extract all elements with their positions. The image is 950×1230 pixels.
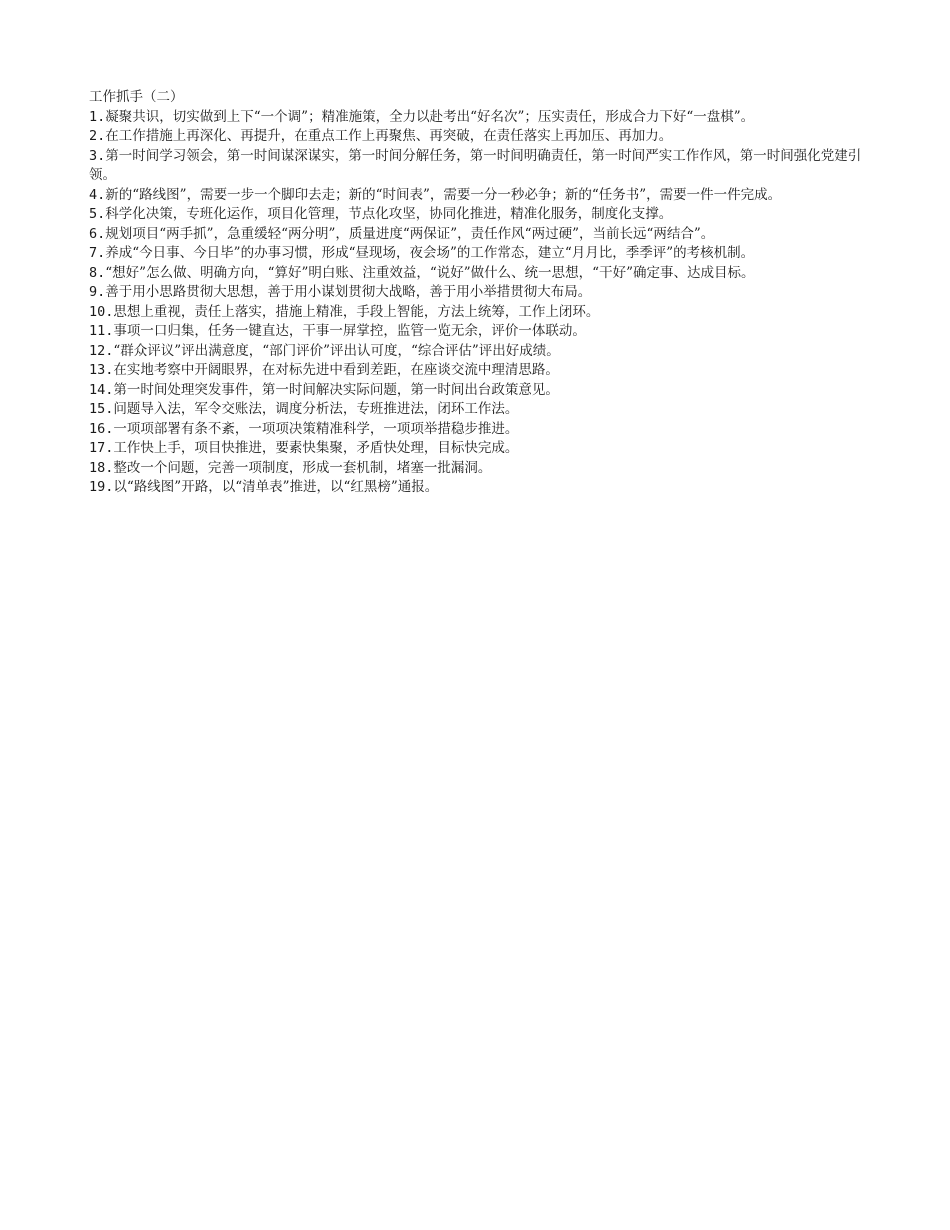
list-item — [89, 361, 864, 381]
list-item — [89, 439, 864, 459]
item-text: 以“路线图”开路，以“清单表”推进，以“红黑榜”通报。 — [113, 479, 439, 495]
list-item — [89, 244, 864, 264]
item-text: 新的“路线图”，需要一步一个脚印去走；新的“时间表”，需要一分一秒必争；新的“任务书”，需要一件一件完成。 — [105, 186, 782, 203]
list-item — [89, 108, 864, 128]
item-number: 11. — [89, 323, 114, 339]
item-number: 8. — [89, 264, 106, 281]
list-item — [89, 478, 864, 498]
item-number: 16. — [89, 420, 114, 437]
list-item — [89, 400, 864, 420]
item-number: 4. — [89, 186, 106, 203]
list-item — [89, 459, 864, 479]
document-body — [89, 88, 864, 498]
item-number: 1. — [89, 108, 106, 125]
list-item — [89, 342, 864, 362]
list-item — [89, 147, 864, 186]
item-number: 14. — [89, 381, 114, 398]
item-text: 第一时间处理突发事件，第一时间解决实际问题，第一时间出台政策意见。 — [113, 381, 559, 398]
item-number: 18. — [89, 459, 114, 476]
item-number: 9. — [89, 284, 106, 300]
item-number: 17. — [89, 440, 114, 456]
item-text: 思想上重视，责任上落实，措施上精准，手段上智能，方法上统筹，工作上闭环。 — [113, 303, 600, 320]
item-text: 整改一个问题，完善一项制度，形成一套机制，堵塞一批漏洞。 — [113, 459, 492, 476]
item-text: 在实地考察中开阔眼界，在对标先进中看到差距，在座谈交流中理清思路。 — [113, 362, 559, 378]
item-text: 一项项部署有条不紊，一项项决策精准科学，一项项举措稳步推进。 — [113, 420, 519, 437]
document-title: 工作抓手（二） — [89, 89, 184, 105]
list-item — [89, 127, 864, 147]
list-item — [89, 283, 864, 303]
item-text: 问题导入法，军令交账法，调度分析法，专班推进法，闭环工作法。 — [113, 401, 519, 417]
list-item — [89, 186, 864, 206]
item-number: 7. — [89, 245, 106, 261]
item-text: 善于用小思路贯彻大思想，善于用小谋划贯彻大战略，善于用小举措贯彻大布局。 — [105, 284, 592, 300]
item-text: 科学化决策，专班化运作，项目化管理，节点化攻坚，协同化推进，精准化服务，制度化支撑。 — [105, 206, 673, 222]
list-item — [89, 322, 864, 342]
item-number: 10. — [89, 303, 114, 320]
list-item — [89, 225, 864, 245]
item-text: 事项一口归集，任务一键直达，干事一屏掌控，监管一览无余，评价一体联动。 — [113, 323, 586, 339]
item-text: 凝聚共识，切实做到上下“一个调”；精准施策，全力以赴考出“好名次”；压实责任，形成合力下好“一盘棋”。 — [105, 108, 755, 125]
list-item — [89, 264, 864, 284]
list-item — [89, 205, 864, 225]
item-number: 13. — [89, 362, 114, 378]
item-text: “想好”怎么做、明确方向，“算好”明白账、注重效益，“说好”做什么、统一思想，“干好”确定事、达成目标。 — [105, 264, 755, 281]
item-text: 养成“今日事、今日毕”的办事习惯，形成“昼现场，夜会场”的工作常态，建立“月月比，季季评”的考核机制。 — [105, 245, 755, 261]
item-number: 15. — [89, 401, 114, 417]
item-number: 2. — [89, 128, 106, 144]
item-text: 第一时间学习领会，第一时间谋深谋实，第一时间分解任务，第一时间明确责任，第一时间严实工作作风，第一时间强化党建引领。 — [89, 147, 862, 183]
list-item — [89, 420, 864, 440]
item-number: 12. — [89, 342, 114, 359]
item-text: 规划项目“两手抓”，急重缓轻“两分明”，质量进度“两保证”，责任作风“两过硬”，当前长远“两结合”。 — [105, 225, 715, 242]
item-number: 6. — [89, 225, 106, 242]
list-item — [89, 381, 864, 401]
list-item — [89, 303, 864, 323]
item-text: “群众评议”评出满意度，“部门评价”评出认可度，“综合评估”评出好成绩。 — [113, 342, 560, 359]
item-text: 工作快上手，项目快推进，要素快集聚，矛盾快处理，目标快完成。 — [113, 440, 519, 456]
item-number: 5. — [89, 206, 106, 222]
item-text: 在工作措施上再深化、再提升，在重点工作上再聚焦、再突破，在责任落实上再加压、再加力。 — [105, 128, 673, 144]
item-number: 3. — [89, 147, 106, 164]
item-number: 19. — [89, 479, 114, 495]
